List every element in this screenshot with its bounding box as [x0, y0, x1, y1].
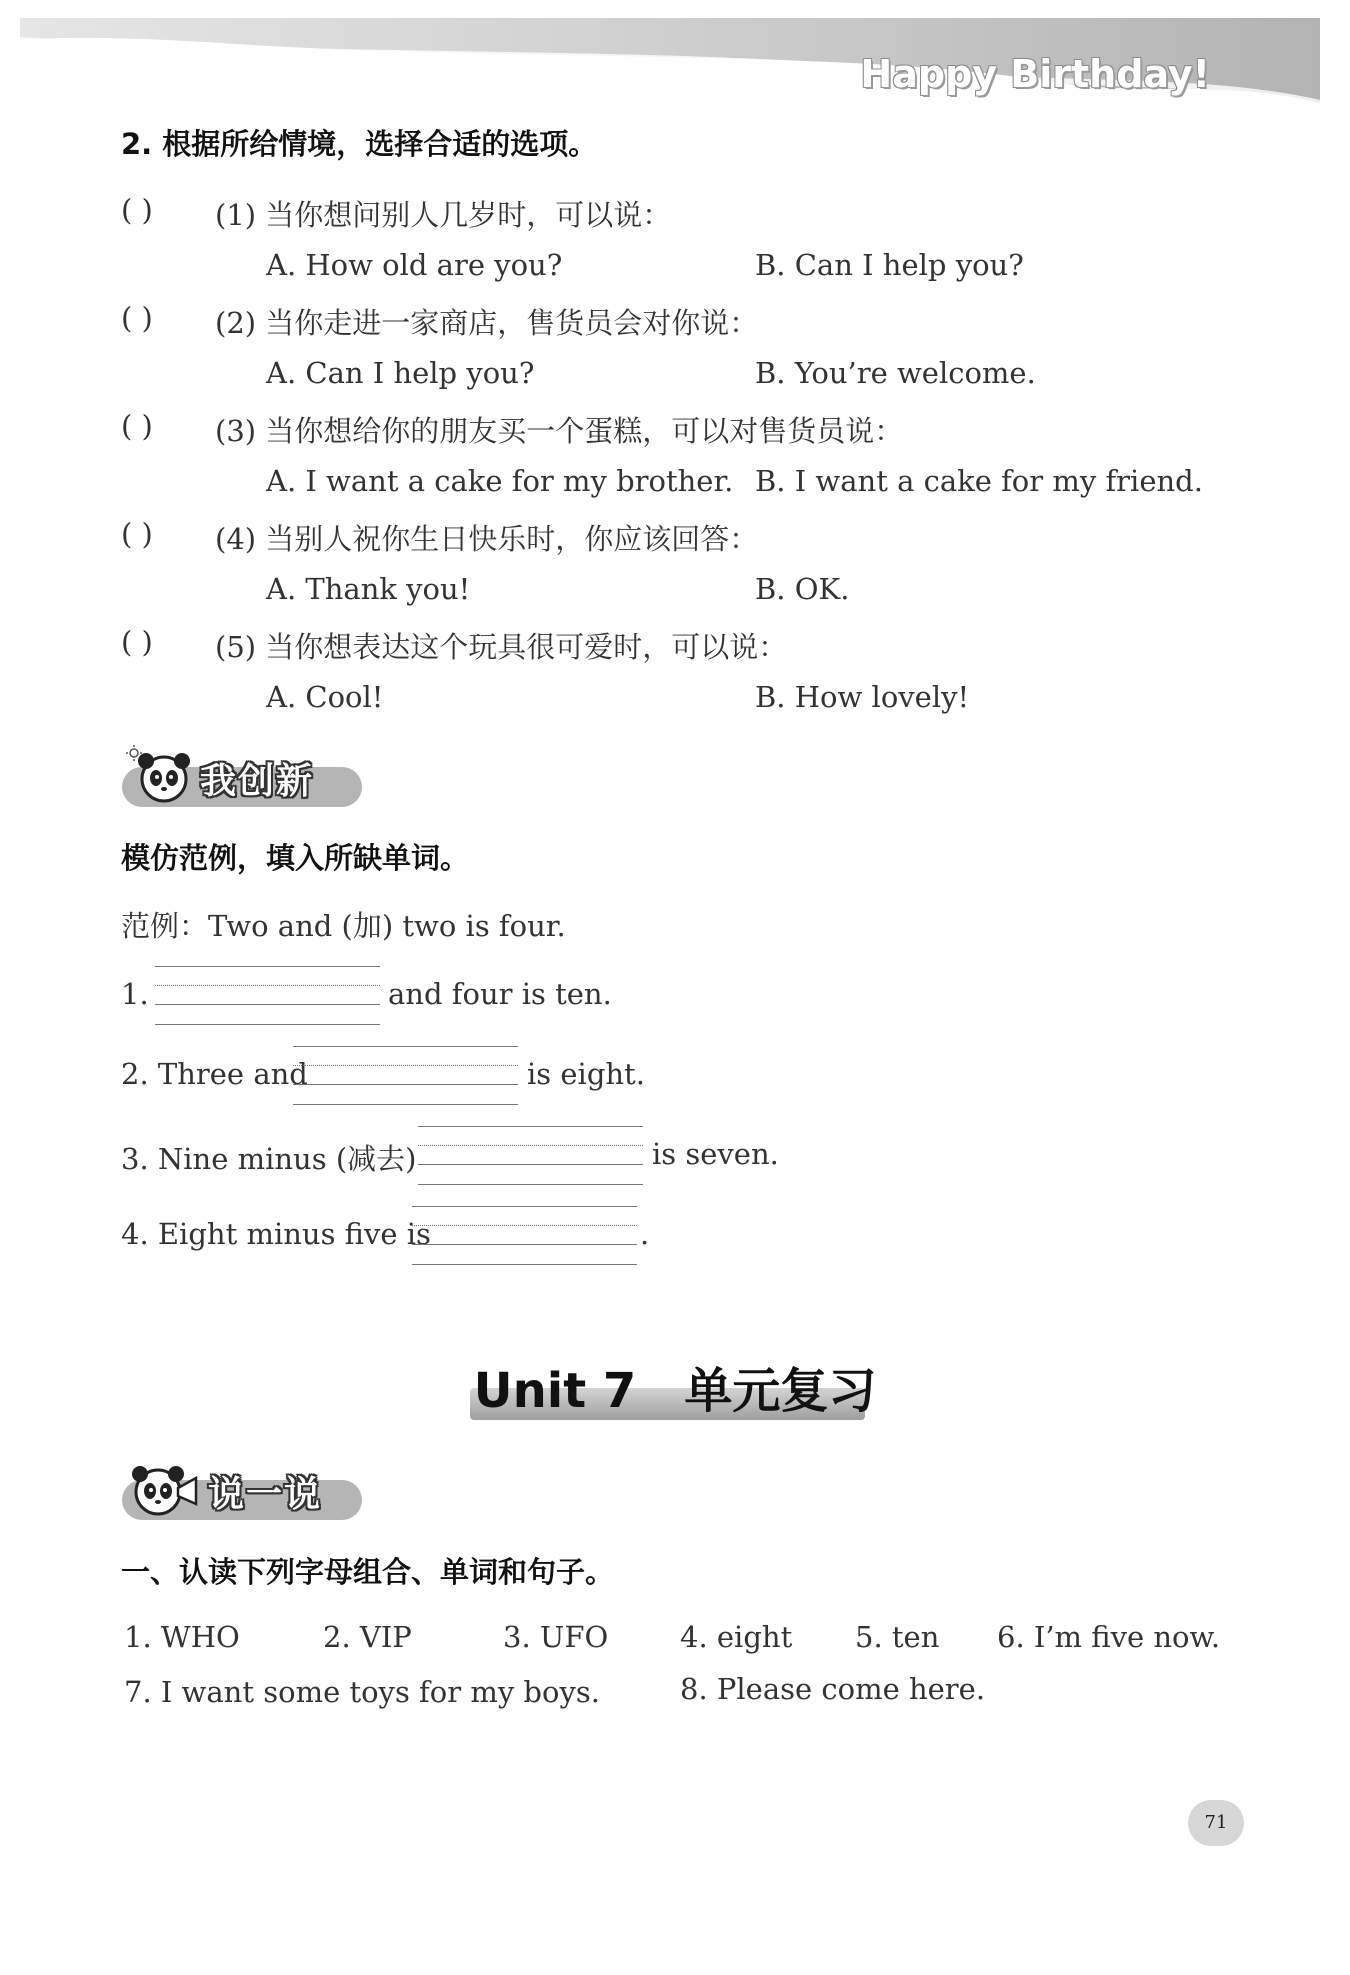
speak-badge: [122, 1458, 367, 1524]
read-item: 5. ten: [855, 1620, 940, 1654]
answer-blank[interactable]: ( ): [121, 517, 153, 551]
option-b: B. I want a cake for my friend.: [755, 464, 1203, 498]
fill-item-2-post: is eight.: [527, 1057, 645, 1091]
panda-icon: [132, 1466, 184, 1514]
speak-heading: 一、认读下列字母组合、单词和句子。: [121, 1555, 615, 1589]
answer-blank[interactable]: ( ): [121, 409, 153, 443]
fill-blank-3[interactable]: [418, 1126, 643, 1186]
fill-blank-4[interactable]: [412, 1206, 637, 1266]
fill-item-3-post: is seven.: [652, 1137, 779, 1171]
fill-blank-2[interactable]: [293, 1046, 518, 1106]
answer-blank[interactable]: ( ): [121, 625, 153, 659]
fill-item-3-pre: 3. Nine minus (减去): [121, 1142, 417, 1176]
read-item: 1. WHO: [124, 1620, 240, 1654]
fill-blank-1[interactable]: [155, 966, 380, 1026]
read-item: 6. I’m five now.: [997, 1620, 1221, 1654]
option-a: A. Thank you!: [266, 572, 471, 606]
option-a: A. Cool!: [266, 680, 384, 714]
section-heading: 2. 根据所给情境，选择合适的选项。: [121, 127, 598, 161]
read-item: 8. Please come here.: [680, 1672, 986, 1706]
question-text: (3) 当你想给你的朋友买一个蛋糕，可以对售货员说：: [215, 414, 904, 448]
question-text: (1) 当你想问别人几岁时，可以说：: [215, 198, 672, 232]
option-b: B. Can I help you?: [755, 248, 1024, 282]
panda-icon: [138, 753, 190, 801]
answer-blank[interactable]: ( ): [121, 301, 153, 335]
read-item: 2. VIP: [323, 1620, 412, 1654]
question-text: (2) 当你走进一家商店，售货员会对你说：: [215, 306, 759, 340]
example-sentence: 范例：Two and (加) two is four.: [121, 909, 566, 943]
read-item: 4. eight: [680, 1620, 793, 1654]
fill-item-4-pre: 4. Eight minus five is: [121, 1217, 431, 1251]
unit-title: Unit 7 单元复习: [473, 1363, 877, 1419]
option-b: B. OK.: [755, 572, 850, 606]
question-text: (5) 当你想表达这个玩具很可爱时，可以说：: [215, 630, 788, 664]
read-item: 3. UFO: [503, 1620, 609, 1654]
option-b: B. You’re welcome.: [755, 356, 1036, 390]
question-text: (4) 当别人祝你生日快乐时，你应该回答：: [215, 522, 759, 556]
page-number: 71: [1188, 1800, 1244, 1846]
fill-item-1-pre: 1.: [121, 977, 149, 1011]
fill-item-4-post: .: [640, 1217, 650, 1251]
option-b: B. How lovely!: [755, 680, 970, 714]
read-item: 7. I want some toys for my boys.: [124, 1675, 600, 1709]
option-a: A. How old are you?: [266, 248, 563, 282]
option-a: A. Can I help you?: [266, 356, 535, 390]
badge-label: 我创新: [200, 761, 315, 802]
innovate-badge: [122, 745, 367, 811]
fill-item-1-post: and four is ten.: [388, 977, 612, 1011]
innovate-heading: 模仿范例，填入所缺单词。: [121, 841, 470, 875]
fill-item-2-pre: 2. Three and: [121, 1057, 308, 1091]
option-a: A. I want a cake for my brother.: [266, 464, 734, 498]
banner-title: Happy Birthday!: [860, 52, 1210, 96]
header-banner: [20, 18, 1320, 108]
answer-blank[interactable]: ( ): [121, 193, 153, 227]
badge-label: 说一说: [208, 1474, 323, 1515]
